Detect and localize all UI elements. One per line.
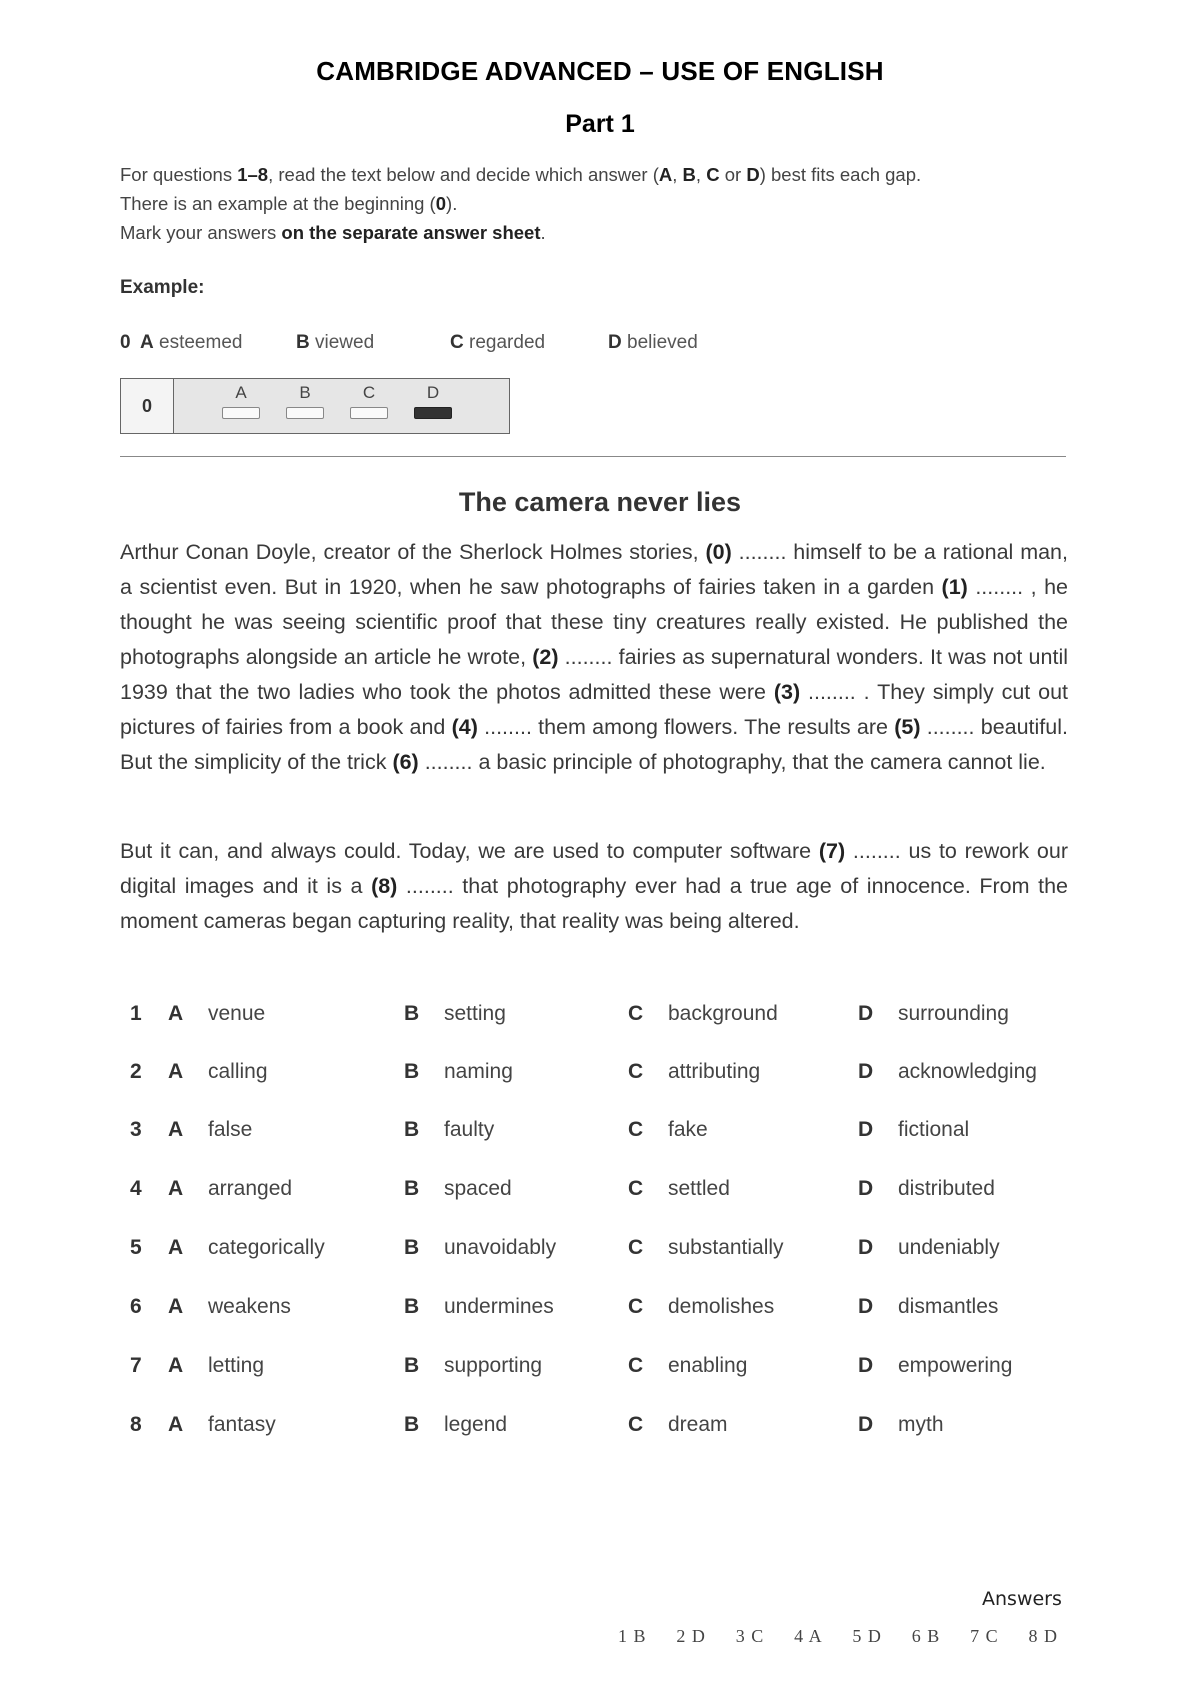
example-option-b bbox=[296, 332, 374, 354]
gap-number: (8) bbox=[371, 874, 398, 898]
text: ........ fairies as supernatural wonders. It was not until 1939 that the two ladies who took the photos admitted these were bbox=[120, 645, 1069, 704]
text: on the separate answer sheet bbox=[281, 222, 541, 243]
option-a: weakens bbox=[208, 1295, 291, 1318]
option-b: faulty bbox=[444, 1118, 495, 1141]
option-c: attributing bbox=[668, 1060, 761, 1083]
instructions bbox=[120, 160, 1080, 247]
option-letter: D bbox=[858, 1002, 874, 1025]
answer-bubble bbox=[286, 407, 324, 419]
option-c: dream bbox=[668, 1413, 728, 1436]
option-letter: C bbox=[628, 1060, 644, 1083]
option-d: undeniably bbox=[898, 1236, 1000, 1259]
text: C bbox=[706, 164, 720, 185]
part-heading: Part 1 bbox=[565, 110, 635, 138]
answer-item: 2 D bbox=[676, 1626, 706, 1646]
option-word: viewed bbox=[315, 332, 375, 353]
gap-number: (7) bbox=[818, 839, 846, 863]
option-b: undermines bbox=[444, 1295, 554, 1318]
option-d: surrounding bbox=[898, 1002, 1009, 1025]
option-c: fake bbox=[668, 1118, 708, 1141]
text: ) best fits each gap. bbox=[759, 164, 922, 185]
example-label: Example: bbox=[120, 277, 205, 298]
answer-item: 6 B bbox=[911, 1626, 941, 1646]
page-title: CAMBRIDGE ADVANCED – USE OF ENGLISH bbox=[316, 56, 884, 86]
option-d: distributed bbox=[898, 1177, 995, 1200]
text: A bbox=[658, 164, 673, 185]
column-letter: C bbox=[362, 383, 376, 402]
option-letter: B bbox=[404, 1413, 420, 1436]
option-letter: D bbox=[858, 1236, 874, 1259]
text: For questions bbox=[120, 164, 238, 185]
text: 1–8 bbox=[237, 164, 269, 185]
gap-number: (4) bbox=[451, 715, 478, 739]
option-b: setting bbox=[444, 1002, 506, 1025]
option-a: venue bbox=[208, 1002, 266, 1025]
text: D bbox=[746, 164, 760, 185]
answer-item: 4 A bbox=[794, 1626, 823, 1646]
text: Mark your answers bbox=[120, 222, 282, 243]
text: or bbox=[719, 164, 747, 185]
question-number: 5 bbox=[130, 1236, 142, 1259]
answer-column-b bbox=[283, 383, 327, 419]
example-option-a bbox=[140, 332, 242, 354]
option-letter: D bbox=[858, 1413, 874, 1436]
option-d: fictional bbox=[898, 1118, 970, 1141]
gap-number: (0) bbox=[705, 540, 732, 564]
text: ........ them among flowers. The results are bbox=[477, 715, 895, 739]
option-c: enabling bbox=[668, 1354, 748, 1377]
gap-number: (6) bbox=[392, 750, 419, 774]
option-letter: B bbox=[404, 1060, 420, 1083]
option-letter: B bbox=[404, 1236, 420, 1259]
answer-item: 5 D bbox=[852, 1626, 882, 1646]
option-b: naming bbox=[444, 1060, 513, 1083]
example-option-d bbox=[608, 332, 698, 354]
text: ........ beautiful. But the simplicity of the trick bbox=[120, 715, 1068, 774]
question-number: 2 bbox=[130, 1060, 142, 1083]
instruction-line-1 bbox=[120, 160, 1080, 189]
option-letter: A bbox=[168, 1002, 184, 1025]
question-number: 7 bbox=[130, 1354, 142, 1377]
text: ........ , he thought he was seeing scientific proof that these tiny creatures really existed. He published the photographs alongside an article he wrote, bbox=[120, 575, 1068, 669]
text: ). bbox=[446, 193, 458, 214]
answer-bubble-filled bbox=[414, 407, 452, 419]
column-letter: D bbox=[426, 383, 440, 402]
text: , bbox=[695, 164, 707, 185]
text: ........ a basic principle of photography, that the camera cannot lie. bbox=[418, 750, 1046, 774]
option-letter: B bbox=[404, 1295, 420, 1318]
option-letter: C bbox=[450, 332, 464, 353]
question-number: 6 bbox=[130, 1295, 142, 1318]
option-letter: A bbox=[168, 1354, 184, 1377]
option-a: arranged bbox=[208, 1177, 293, 1200]
option-b: spaced bbox=[444, 1177, 512, 1200]
text: ........ . They simply cut out pictures of fairies from a book and bbox=[120, 680, 1069, 739]
answer-column-d bbox=[411, 383, 455, 419]
text: But it can, and always could. Today, we are used to computer software bbox=[120, 839, 819, 863]
answer-bubble bbox=[222, 407, 260, 419]
option-d: myth bbox=[898, 1413, 944, 1436]
option-b: unavoidably bbox=[444, 1236, 557, 1259]
text: ........ us to rework our digital images and it is a bbox=[120, 839, 1068, 898]
option-letter: B bbox=[404, 1354, 420, 1377]
column-letter: A bbox=[235, 383, 247, 402]
instruction-line-3 bbox=[120, 218, 1080, 247]
question-number: 1 bbox=[130, 1002, 142, 1025]
option-letter: C bbox=[628, 1413, 644, 1436]
option-d: dismantles bbox=[898, 1295, 999, 1318]
example-number: 0 bbox=[120, 332, 131, 353]
option-letter: C bbox=[628, 1177, 644, 1200]
option-a: calling bbox=[208, 1060, 268, 1083]
option-word: esteemed bbox=[159, 332, 243, 353]
option-d: empowering bbox=[898, 1354, 1013, 1377]
text: B bbox=[682, 164, 696, 185]
option-letter: D bbox=[858, 1354, 874, 1377]
answer-column-a bbox=[219, 383, 263, 419]
option-c: background bbox=[668, 1002, 778, 1025]
example-option-c bbox=[450, 332, 545, 354]
option-letter: B bbox=[296, 332, 310, 353]
option-letter: D bbox=[858, 1118, 874, 1141]
instruction-line-2 bbox=[120, 189, 1080, 218]
option-letter: A bbox=[168, 1295, 184, 1318]
column-letter: B bbox=[299, 383, 311, 402]
option-letter: A bbox=[168, 1060, 184, 1083]
answer-bubble bbox=[350, 407, 388, 419]
option-a: letting bbox=[208, 1354, 265, 1377]
text: ........ that photography ever had a true age of innocence. From the moment cameras began capturing reality, that reality was being altered. bbox=[120, 874, 1068, 933]
option-d: acknowledging bbox=[898, 1060, 1037, 1083]
text: , bbox=[672, 164, 683, 185]
option-letter: A bbox=[168, 1118, 184, 1141]
text: ........ himself to be a rational man, a scientist even. But in 1920, when he saw photographs of fairies taken in a garden bbox=[120, 540, 1068, 599]
option-c: substantially bbox=[668, 1236, 784, 1259]
option-letter: D bbox=[608, 332, 622, 353]
option-letter: C bbox=[628, 1002, 644, 1025]
option-letter: C bbox=[628, 1354, 644, 1377]
answer-sheet-number: 0 bbox=[121, 379, 174, 433]
option-c: settled bbox=[668, 1177, 730, 1200]
option-letter: D bbox=[858, 1060, 874, 1083]
option-word: believed bbox=[627, 332, 698, 353]
gap-number: (2) bbox=[532, 645, 559, 669]
example-answer-sheet bbox=[120, 378, 510, 434]
option-letter: B bbox=[404, 1118, 420, 1141]
answers-key bbox=[618, 1626, 1058, 1647]
option-letter: D bbox=[858, 1295, 874, 1318]
text: , read the text below and decide which answer ( bbox=[268, 164, 659, 185]
answers-label: Answers bbox=[982, 1588, 1062, 1610]
text: There is an example at the beginning ( bbox=[120, 193, 436, 214]
question-number: 4 bbox=[130, 1177, 142, 1200]
option-c: demolishes bbox=[668, 1295, 775, 1318]
option-letter: A bbox=[140, 332, 154, 353]
option-b: legend bbox=[444, 1413, 508, 1436]
option-letter: A bbox=[168, 1413, 184, 1436]
text: . bbox=[540, 222, 546, 243]
option-word: regarded bbox=[469, 332, 546, 353]
question-number: 3 bbox=[130, 1118, 142, 1141]
article-title: The camera never lies bbox=[458, 487, 742, 517]
answer-item: 3 C bbox=[735, 1626, 765, 1646]
option-letter: B bbox=[404, 1002, 420, 1025]
option-letter: B bbox=[404, 1177, 420, 1200]
article-paragraph-2 bbox=[120, 834, 1068, 939]
text: Arthur Conan Doyle, creator of the Sherlock Holmes stories, bbox=[120, 540, 706, 564]
gap-number: (1) bbox=[941, 575, 968, 599]
gap-number: (5) bbox=[894, 715, 921, 739]
answer-column-c bbox=[347, 383, 391, 419]
option-b: supporting bbox=[444, 1354, 543, 1377]
option-letter: A bbox=[168, 1236, 184, 1259]
option-a: fantasy bbox=[208, 1413, 276, 1436]
answer-item: 1 B bbox=[618, 1626, 647, 1646]
answer-item: 7 C bbox=[970, 1626, 999, 1646]
option-letter: C bbox=[628, 1118, 644, 1141]
option-a: false bbox=[208, 1118, 253, 1141]
article-paragraph-1 bbox=[120, 535, 1068, 780]
divider bbox=[120, 456, 1066, 457]
option-letter: D bbox=[858, 1177, 874, 1200]
option-letter: A bbox=[168, 1177, 184, 1200]
text: 0 bbox=[435, 193, 447, 214]
question-number: 8 bbox=[130, 1413, 142, 1436]
answer-item: 8 D bbox=[1028, 1626, 1058, 1646]
option-letter: C bbox=[628, 1236, 644, 1259]
option-a: categorically bbox=[208, 1236, 325, 1259]
option-letter: C bbox=[628, 1295, 644, 1318]
gap-number: (3) bbox=[773, 680, 801, 704]
